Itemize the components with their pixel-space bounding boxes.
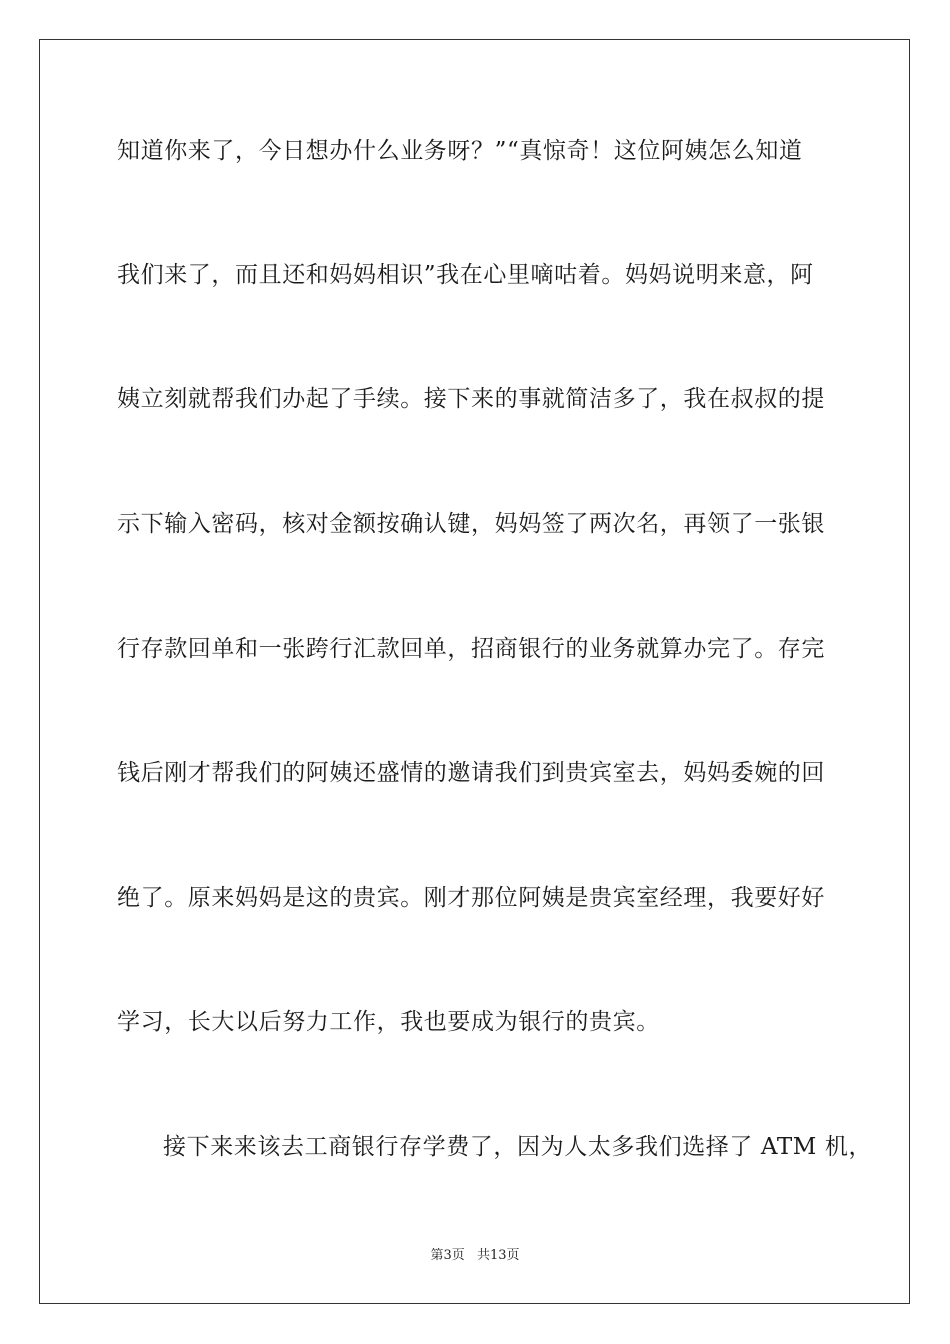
text-line: 学习，长大以后努力工作，我也要成为银行的贵宾。 — [117, 1009, 660, 1035]
text-line: 绝了。原来妈妈是这的贵宾。刚才那位阿姨是贵宾室经理，我要好好 — [117, 885, 825, 911]
text-line: 行存款回单和一张跨行汇款回单，招商银行的业务就算办完了。存完 — [117, 636, 825, 662]
text-line: 示下输入密码，核对金额按确认键，妈妈签了两次名，再领了一张银 — [117, 511, 825, 537]
page-border — [39, 39, 910, 1304]
paragraph-first-line: 接下来来该去工商银行存学费了，因为人太多我们选择了 ATM 机， — [163, 1134, 873, 1160]
text-line: 我们来了，而且还和妈妈相识”我在心里嘀咕着。妈妈说明来意，阿 — [117, 262, 814, 288]
page-number: 第3页 — [430, 1248, 465, 1263]
total-pages: 共13页 — [476, 1248, 520, 1263]
page-footer — [0, 1247, 950, 1265]
text-line: 知道你来了，今日想办什么业务呀？”“真惊奇！这位阿姨怎么知道 — [117, 138, 803, 164]
text-line: 姨立刻就帮我们办起了手续。接下来的事就简洁多了，我在叔叔的提 — [117, 386, 825, 412]
text-line: 钱后刚才帮我们的阿姨还盛情的邀请我们到贵宾室去，妈妈委婉的回 — [117, 760, 825, 786]
